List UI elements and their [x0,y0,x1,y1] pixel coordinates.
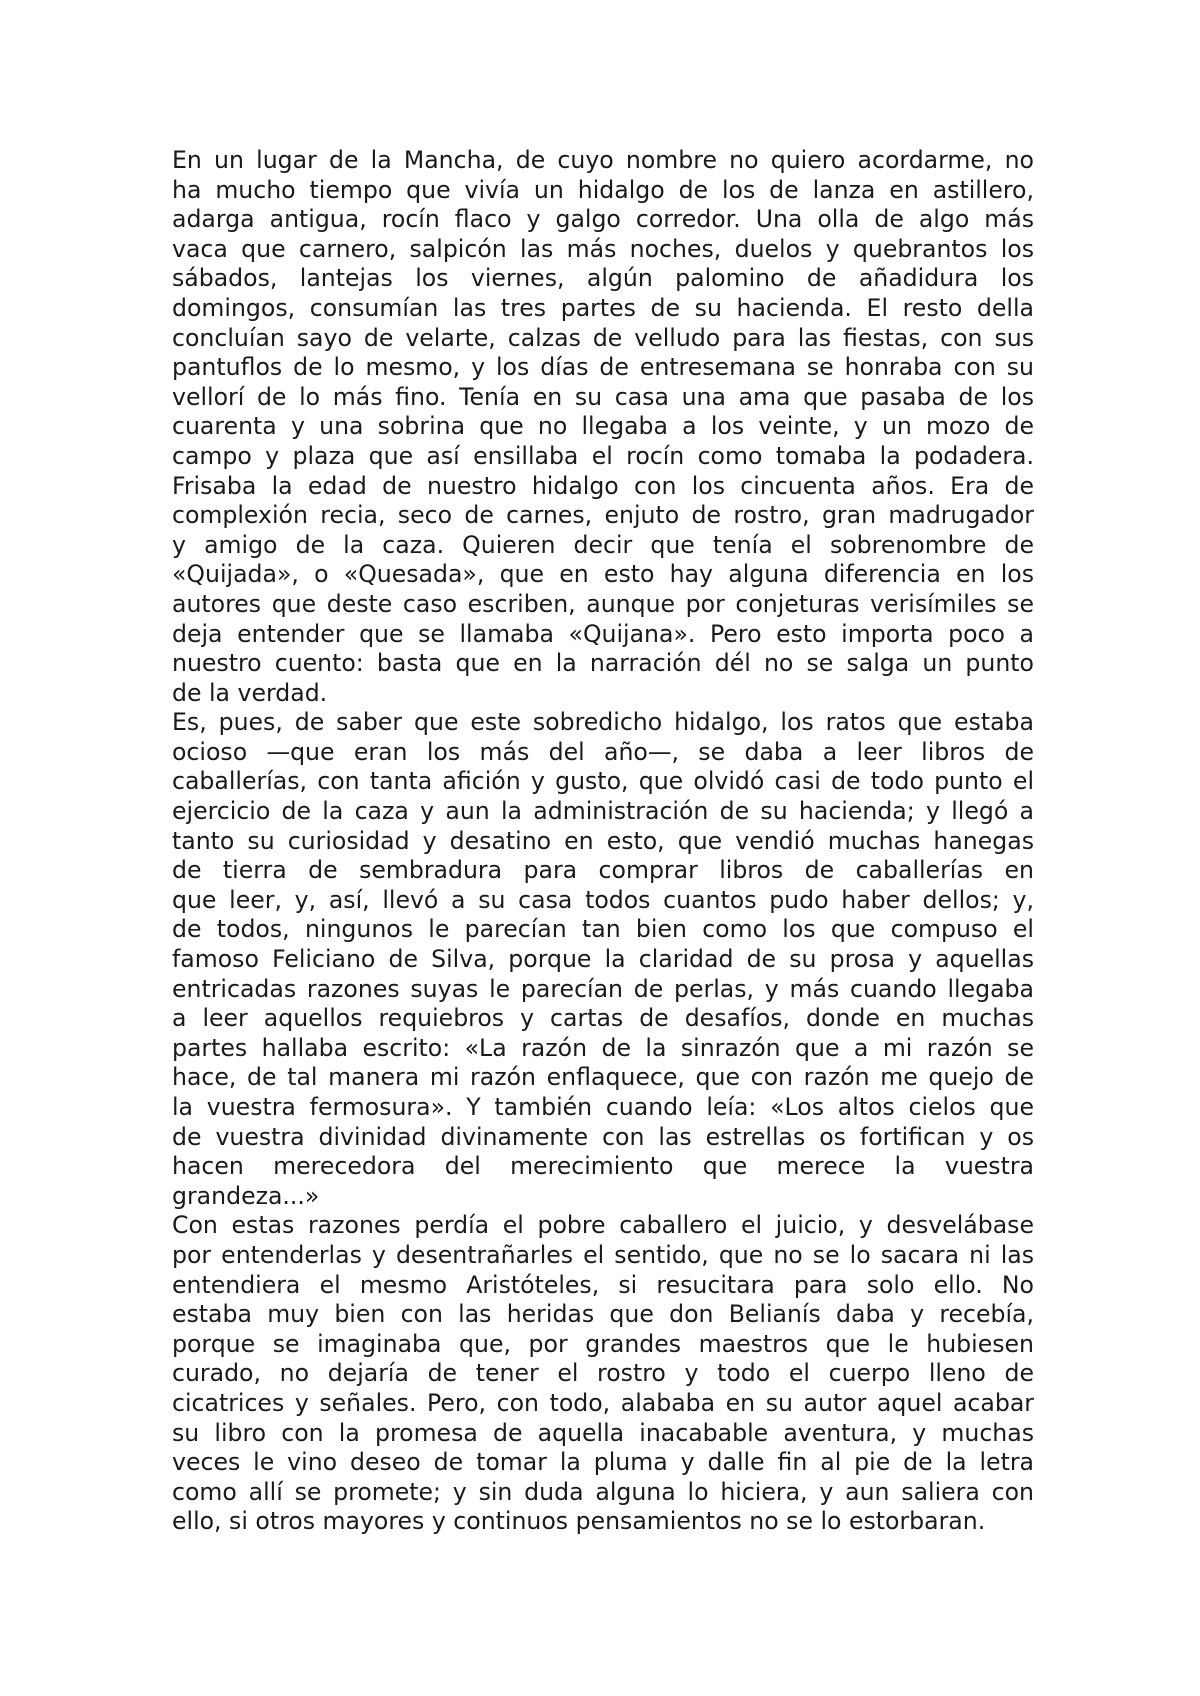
text-line: Es, pues, de saber que este sobredicho hidalgo, los ratos que estaba [172,708,1034,737]
text-line: por entenderlas y desentrañarles el sentido, que no se lo sacara ni las [172,1240,1034,1269]
text-line: de la verdad. [172,678,328,707]
text-line: la vuestra fermosura». Y también cuando leía: «Los altos cielos que [172,1093,1034,1121]
text-line: ejercicio de la caza y aun la administración de su hacienda; y llegó a [172,797,1034,826]
text-line: ha mucho tiempo que vivía un hidalgo de los de lanza en astillero, [172,175,1034,204]
text-line: deja entender que se llamaba «Quijana». Pero esto importa poco a [172,619,1034,648]
text-line: campo y plaza que así ensillaba el rocín como tomaba la podadera. [172,441,1034,470]
text-line: de tierra de sembradura para comprar libros de caballerías en [172,856,1034,885]
body-text [172,146,1034,1537]
text-line: curado, no dejaría de tener el rostro y todo el cuerpo lleno de [172,1359,1034,1388]
text-line: famoso Feliciano de Silva, porque la claridad de su prosa y aquellas [172,945,1034,974]
text-line: Frisaba la edad de nuestro hidalgo con los cincuenta años. Era de [172,471,1034,500]
text-line: su libro con la promesa de aquella inacabable aventura, y muchas [172,1418,1034,1447]
text-line: como allí se promete; y sin duda alguna lo hiciera, y aun saliera con [172,1477,1034,1506]
text-line: sábados, lantejas los viernes, algún palomino de añadidura los [172,264,1034,293]
text-line: estaba muy bien con las heridas que don Belianís daba y recebía, [172,1300,1034,1329]
paragraph [172,708,1034,1211]
text-line: complexión recia, seco de carnes, enjuto de rostro, gran madrugador [172,501,1034,530]
text-line: de vuestra divinidad divinamente con las estrellas os fortifican y os [172,1122,1034,1151]
text-line: ocioso —que eran los más del año—, se daba a leer libros de [172,737,1034,766]
text-line: vellorí de lo más fino. Tenía en su casa una ama que pasaba de los [172,382,1034,411]
text-line: hace, de tal manera mi razón enflaquece, que con razón me quejo de [172,1063,1034,1092]
text-line: veces le vino deseo de tomar la pluma y dalle fin al pie de la letra [172,1448,1034,1477]
text-line: nuestro cuento: basta que en la narración dél no se salga un punto [172,649,1034,678]
text-line: cuarenta y una sobrina que no llegaba a los veinte, y un mozo de [172,412,1034,441]
text-line: de todos, ningunos le parecían tan bien como los que compuso el [172,915,1034,944]
text-line: concluían sayo de velarte, calzas de velludo para las fiestas, con sus [172,323,1034,352]
text-line: que leer, y, así, llevó a su casa todos cuantos pudo haber dellos; y, [172,885,1034,914]
text-line: tanto su curiosidad y desatino en esto, que vendió muchas hanegas [172,826,1034,855]
text-line: adarga antigua, rocín flaco y galgo corredor. Una olla de algo más [172,205,1034,234]
paragraph [172,146,1034,708]
text-line: «Quijada», o «Quesada», que en esto hay alguna diferencia en los [172,560,1034,589]
text-line: porque se imaginaba que, por grandes maestros que le hubiesen [172,1329,1034,1358]
text-line: entricadas razones suyas le parecían de perlas, y más cuando llegaba [172,974,1034,1003]
text-line: partes hallaba escrito: «La razón de la sinrazón que a mi razón se [172,1033,1034,1062]
text-line: Con estas razones perdía el pobre caballero el juicio, y desvelábase [172,1211,1034,1240]
text-line: ello, si otros mayores y continuos pensamientos no se lo estorbaran. [172,1507,986,1536]
text-line: hacen merecedora del merecimiento que merece la vuestra [172,1152,1034,1181]
text-line: En un lugar de la Mancha, de cuyo nombre no quiero acordarme, no [172,146,1034,174]
text-line: vaca que carnero, salpicón las más noches, duelos y quebrantos los [172,234,1034,263]
text-line: autores que deste caso escriben, aunque por conjeturas verisímiles se [172,589,1034,618]
text-line: a leer aquellos requiebros y cartas de desafíos, donde en muchas [172,1004,1034,1033]
paragraph [172,1211,1034,1537]
text-line: grandeza...» [172,1181,320,1210]
text-line: caballerías, con tanta afición y gusto, que olvidó casi de todo punto el [172,767,1034,796]
text-line: y amigo de la caza. Quieren decir que tenía el sobrenombre de [172,530,1034,559]
text-line: domingos, consumían las tres partes de su hacienda. El resto della [172,293,1034,322]
text-line: cicatrices y señales. Pero, con todo, alababa en su autor aquel acabar [172,1388,1034,1417]
text-line: pantuflos de lo mesmo, y los días de entresemana se honraba con su [172,353,1034,382]
text-line: entendiera el mesmo Aristóteles, si resucitara para solo ello. No [172,1270,1034,1299]
